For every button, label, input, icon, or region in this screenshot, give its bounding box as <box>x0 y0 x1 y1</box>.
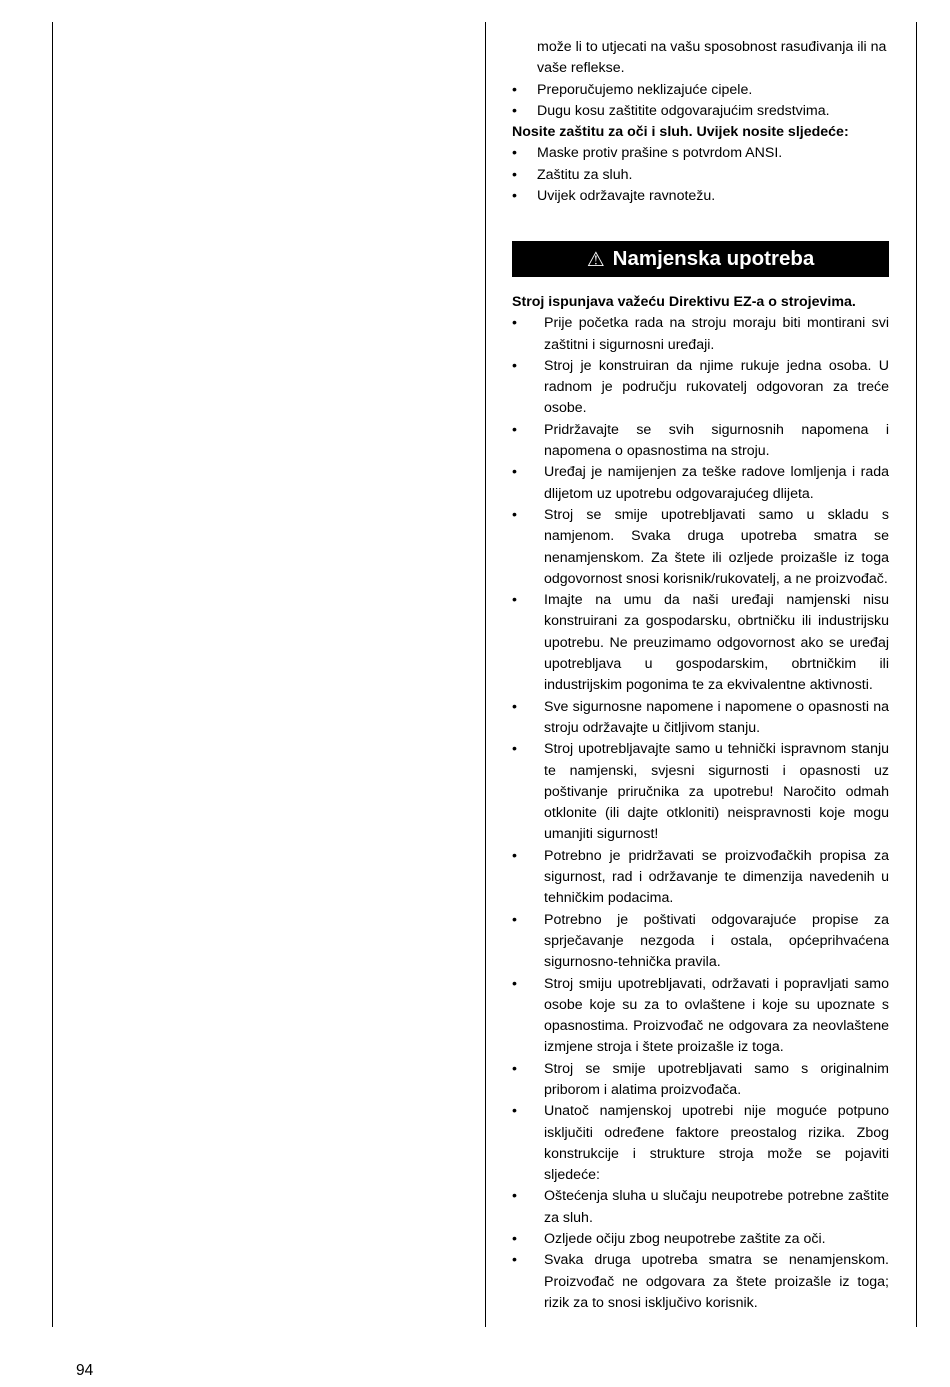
list-item: • Svaka druga upotreba smatra se nenamjenskom. Proizvođač ne odgovara za štete proizašle iz toga; rizik za to snosi isključivo korisnik. <box>512 1252 889 1311</box>
list-item: • Prije početka rada na stroju moraju biti montirani svi zaštitni i sigurnosni uređaji. <box>512 315 889 353</box>
section-header <box>512 241 889 277</box>
list-item: • Potrebno je pridržavati se proizvođačkih propisa za sigurnost, rad i održavanje te dimenzija navedenih u tehničkim podacima. <box>512 847 889 907</box>
list-item: • Unatoč namjenskoj upotrebi nije moguće potpuno isključiti određene faktore preostalog rizika. Zbog konstrukcije i strukture stroja može se pojaviti sljedeće: <box>512 1103 889 1184</box>
list-item: • Imajte na umu da naši uređaji namjenski nisu konstruirani za gospodarsku, obrtničku ili industrijsku upotrebu. Ne preuzimamo odgovornost ako se uređaj upotrebljava u gospodarskim, obrtničkim ili industrijskim pogonima te za ekvivalentne aktivnosti. <box>512 592 889 694</box>
right-rule <box>916 22 917 1327</box>
list-item: • Stroj upotrebljavajte samo u tehnički ispravnom stanju te namjenski, svjesni sigurnosti i opasnosti uz poštivanje priručnika za upotrebu! Naročito odmah otklonite (ili dajte otkloniti) neispravnosti koje mogu umanjiti sigurnost! <box>512 741 889 843</box>
list-item: • Maske protiv prašine s potvrdom ANSI. <box>512 145 783 162</box>
warning-triangle-icon: ⚠ <box>586 247 605 271</box>
list-item: • Pridržavajte se svih sigurnosnih napomena i napomena o opasnostima na stroju. <box>512 421 889 460</box>
section-intro: Stroj ispunjava važeću Direktivu EZ-a o strojevima. <box>512 294 856 310</box>
list-item: • Preporučujemo neklizajuće cipele. <box>512 81 753 98</box>
intended-use-list <box>512 292 889 1314</box>
column-divider <box>485 22 486 1327</box>
list-item: • Ozljede očiju zbog neupotrebe zaštite za oči. <box>512 1231 826 1248</box>
list-item: • Oštećenja sluha u slučaju neupotrebe potrebne zaštite za sluh. <box>512 1188 889 1226</box>
page-number: 94 <box>76 1362 94 1379</box>
list-item: • Uređaj je namijenjen za teške radove lomljenja i rada dlijetom uz upotrebu odgovarajućeg dlijeta. <box>512 464 889 502</box>
list-item: • Zaštitu za sluh. <box>512 166 633 183</box>
list-item: • Stroj se smije upotrebljavati samo s originalnim priborom i alatima proizvođača. <box>512 1060 889 1098</box>
list-item: • Sve sigurnosne napomene i napomene o opasnosti na stroju održavajte u čitljivom stanju. <box>512 698 889 736</box>
safety-gear-list <box>512 37 889 207</box>
list-item: • Dugu kosu zaštitite odgovarajućim sredstvima. <box>512 102 830 119</box>
list-item: • Stroj smiju upotrebljavati, održavati i popravljati samo osobe koje su za to ovlaštene i koje su upoznate s opasnostima. Proizvođač ne odgovara za neovlaštene izmjene stroja i štete proizašle iz toga. <box>512 975 889 1056</box>
left-rule <box>52 22 53 1327</box>
protection-heading: Nosite zaštitu za oči i sluh. Uvijek nosite sljedeće: <box>512 124 849 141</box>
continuation-text: može li to utjecati na vašu sposobnost rasuđivanja ili na vaše reflekse. <box>537 39 887 77</box>
list-item: • Stroj je konstruiran da njime rukuje jedna osoba. U radnom je području rukovatelj odgovoran za treće osobe. <box>512 357 889 417</box>
section-title: Namjenska upotreba <box>612 247 815 270</box>
list-item: • Stroj se smije upotrebljavati samo u skladu s namjenom. Svaka druga upotreba smatra se nenamjenskom. Za štete ili ozljede proizašle iz toga odgovornost snosi korisnik/rukovatelj, a ne proizvođač. <box>512 506 889 587</box>
list-item: • Uvijek održavajte ravnotežu. <box>512 188 716 205</box>
list-item: • Potrebno je poštivati odgovarajuće propise za sprječavanje nezgoda i ostala, općeprihvaćena sigurnosno-tehnička pravila. <box>512 911 889 971</box>
